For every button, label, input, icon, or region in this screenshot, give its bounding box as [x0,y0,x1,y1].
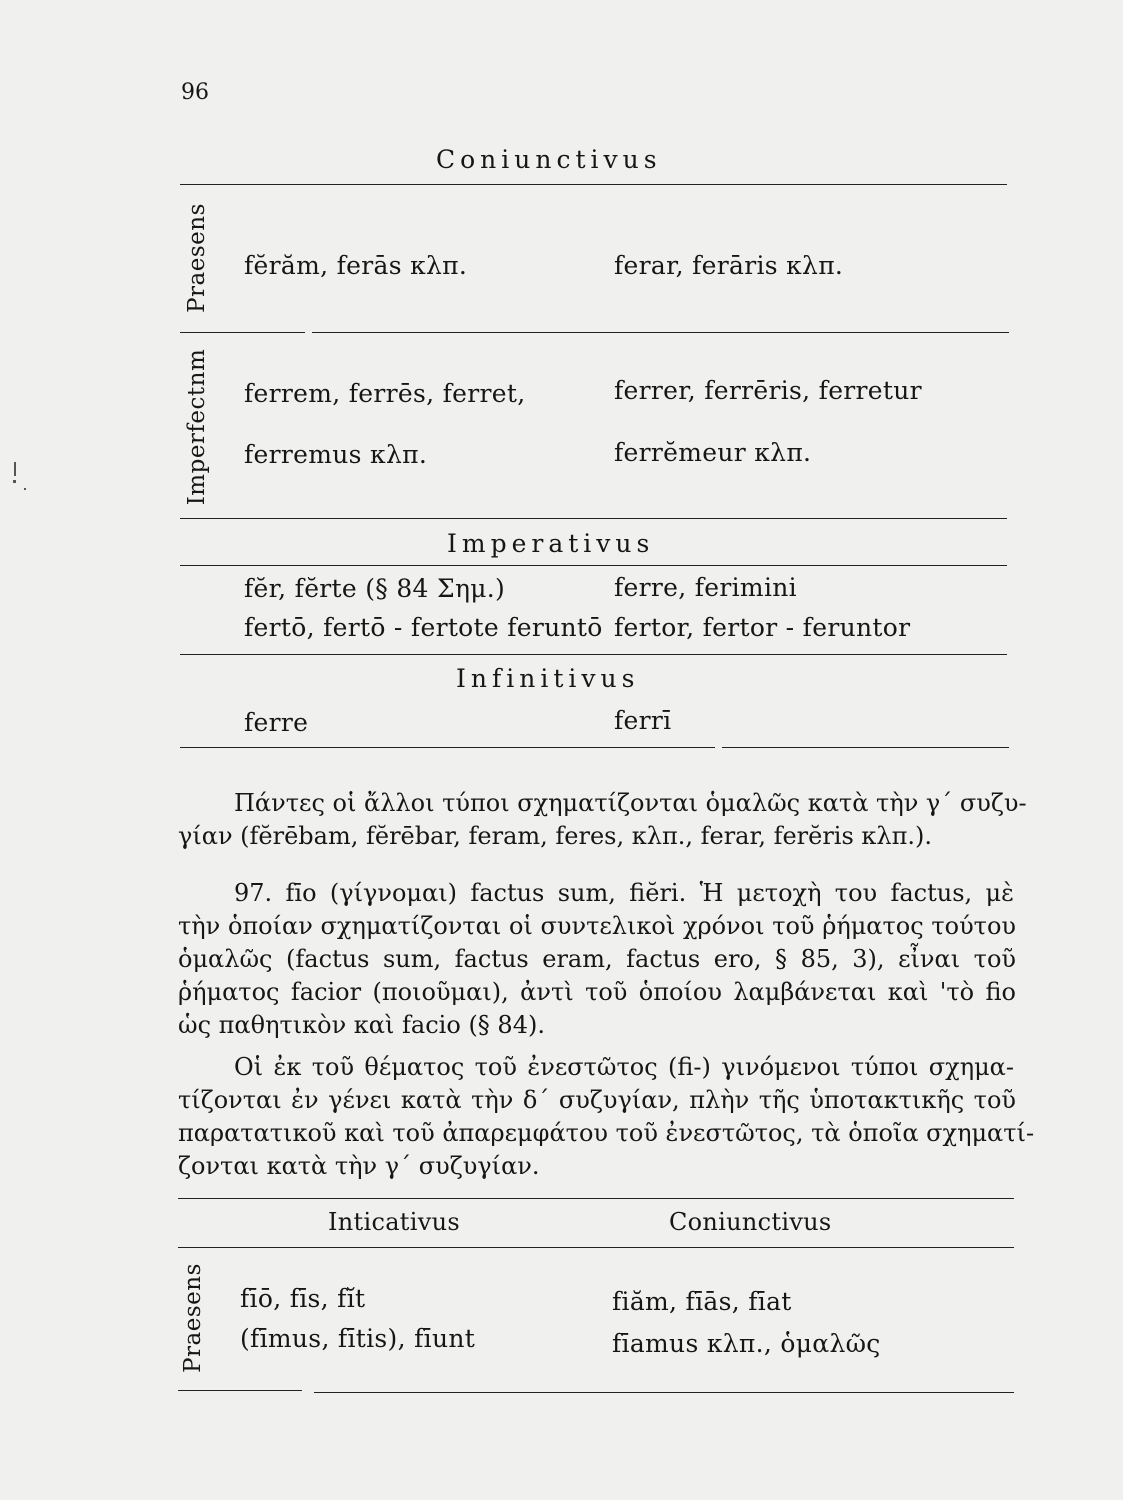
imperativus-passive-2: fertor, fertor - feruntor [614,613,911,642]
fio-table-rule-head [178,1247,1014,1248]
row-divider-left [180,332,305,333]
table-rule-top [180,184,1007,185]
paragraph-summary [234,787,1027,820]
paragraph-line: ὡς παθητικὸν καὶ facio (§ 84). [178,1011,545,1039]
imperfectum-side-label: Imperfectnm [184,348,210,506]
coniunctivus-heading: Coniunctivus [436,145,662,174]
fio-praesens-side-label: Praesens [180,1263,206,1373]
infinitivus-heading: Infinitivus [456,664,640,693]
row-divider [180,654,1007,655]
table-rule-bottom [722,747,1009,748]
paragraph-line: Πάντες οἱ ἄλλοι τύποι σχηματίζονται ὁμαλῶς κατὰ τὴν γ΄ συζυ- [234,789,1027,817]
infinitivus-active: ferre [244,708,309,737]
paragraph-fi-stem [234,1051,1014,1084]
margin-mark [24,488,26,490]
paragraph-line: παρατατικοῦ καὶ τοῦ ἀπαρεμφάτου τοῦ ἐνεστῶτος, τὰ ὁποῖα σχηματί- [178,1119,1035,1147]
fio-subjunctive-2: fīamus κλπ., ὁμαλῶς [612,1329,881,1358]
imperativus-heading: Imperativus [447,529,655,558]
coniunctivus-imperfectum-passive-2: ferrĕmeur κλπ. [614,438,812,467]
fio-indicative-1: fīō, fīs, fĭt [240,1284,366,1313]
fio-table-rule-top [178,1198,1014,1199]
paragraph-line: 97. fīo (γίγνομαι) factus sum, fiĕri. Ἡ μετοχὴ του factus, μὲ [234,879,1014,907]
fio-indicative-2: (fīmus, fītis), fīunt [240,1324,476,1353]
imperativus-active-1: fĕr, fĕrte (§ 84 Σημ.) [244,574,506,603]
row-divider [180,565,1007,566]
fio-col1-heading: Inticativus [328,1208,460,1236]
coniunctivus-praesens-passive: ferar, ferāris κλπ. [614,251,844,280]
fio-col2-heading: Coniunctivus [669,1208,832,1236]
paragraph-line: Οἱ ἐκ τοῦ θέματος τοῦ ἐνεστῶτος (fi-) γινόμενοι τύποι σχημα- [234,1053,1014,1081]
paragraph-97-cont [178,910,1016,1042]
imperativus-passive-1: ferre, ferimini [614,573,797,602]
table-rule-bottom [180,747,715,748]
paragraph-line: τίζονται ἐν γένει κατὰ τὴν δ΄ συζυγίαν, πλὴν τῆς ὑποτακτικῆς τοῦ [178,1086,1016,1114]
paragraph-fi-stem-cont [178,1084,1035,1183]
coniunctivus-imperfectum-passive-1: ferrer, ferrēris, ferretur [614,376,922,405]
page-number: 96 [181,80,209,105]
paragraph-line: ὁμαλῶς (factus sum, factus eram, factus ero, § 85, 3), εἶναι τοῦ [178,945,1016,973]
row-divider [312,332,1009,333]
margin-mark [13,480,16,483]
fio-subjunctive-1: fiăm, fīās, fīat [612,1287,792,1316]
infinitivus-passive: ferrī [614,706,672,735]
paragraph-summary-cont [178,820,1016,853]
paragraph-line: ῥήματος facior (ποιοῦμαι), ἀντὶ τοῦ ὁποίου λαμβάνεται καὶ 'τὸ fio [178,978,1016,1006]
fio-table-rule-bottom [178,1390,302,1391]
coniunctivus-praesens-active: fĕrăm, ferās κλπ. [244,251,468,280]
coniunctivus-imperfectum-active-1: ferrem, ferrēs, ferret, [244,379,526,408]
imperativus-active-2: fertō, fertō - fertote feruntō [244,613,603,642]
row-divider [180,518,1007,519]
paragraph-line: ζονται κατὰ τὴν γ΄ συζυγίαν. [178,1152,540,1180]
margin-mark [14,462,16,476]
coniunctivus-imperfectum-active-2: ferremus κλπ. [244,440,428,469]
fio-table-rule-bottom [314,1392,1014,1393]
paragraph-line: γίαν (fĕrēbam, fĕrēbar, feram, feres, κλπ., ferar, ferĕris κλπ.). [178,822,933,850]
paragraph-line: τὴν ὁποίαν σχηματίζονται οἱ συντελικοὶ χρόνοι τοῦ ῥήματος τούτου [178,912,1016,940]
paragraph-97 [234,877,1014,910]
praesens-side-label: Praesens [184,203,210,313]
